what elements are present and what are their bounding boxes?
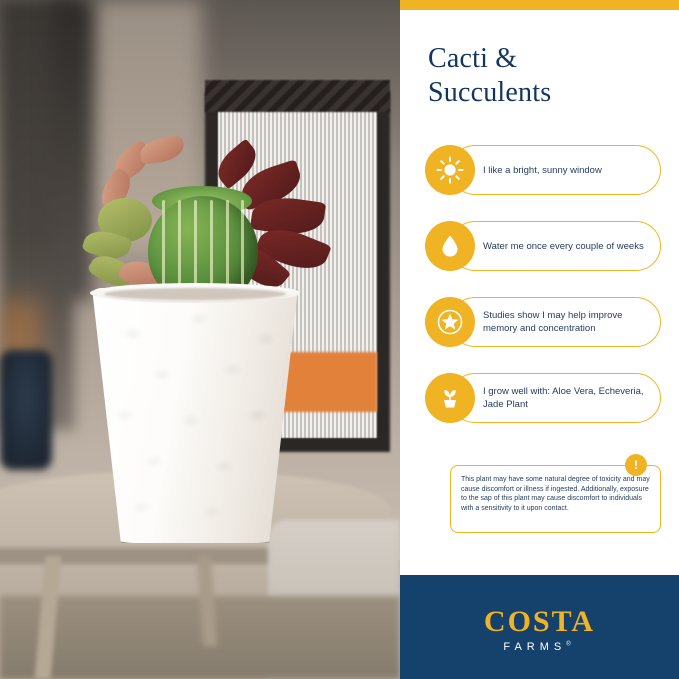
info-panel (400, 10, 679, 575)
brand-logo: COSTA (483, 605, 596, 638)
care-item-water (425, 221, 661, 271)
warning-icon: ! (625, 454, 647, 476)
water-drop-icon (425, 221, 475, 271)
toxicity-warning-text: This plant may have some natural degree of toxicity and may cause discomfort or illness if ingested. Additionally, exposure to the sap of this plant may cause discomfort to individuals with a sensitivity to it upon contact. (461, 476, 650, 512)
care-list (425, 145, 661, 449)
brand-logo-sub: FARMS® (503, 641, 576, 653)
background-blue-object (0, 350, 52, 470)
care-item-light (425, 145, 661, 195)
brand-footer (400, 575, 679, 679)
wall-art-top-pattern (205, 80, 390, 112)
care-item-benefit (425, 297, 661, 347)
title-line-2: Succulents (428, 77, 552, 108)
potted-plant-icon (425, 373, 475, 423)
care-item-water-label: Water me once every couple of weeks (483, 240, 644, 252)
pot-texture (92, 288, 298, 543)
pot-rim-inner (104, 288, 286, 300)
white-ceramic-pot (92, 288, 298, 543)
brand-sub-text: FARMS (503, 641, 567, 653)
title-line-1: Cacti & (428, 43, 518, 74)
top-accent-bar (400, 0, 679, 10)
page-title (428, 42, 658, 110)
care-item-benefit-label: Studies show I may help improve memory and concentration (483, 310, 623, 334)
care-item-light-label: I like a bright, sunny window (483, 164, 602, 176)
care-item-companions (425, 373, 661, 423)
background-dark-panel-2 (52, 0, 92, 300)
star-icon (425, 297, 475, 347)
toxicity-warning-box (450, 465, 661, 533)
sun-icon (425, 145, 475, 195)
care-item-companions-label: I grow well with: Aloe Vera, Echeveria, Jade Plant (483, 386, 644, 410)
